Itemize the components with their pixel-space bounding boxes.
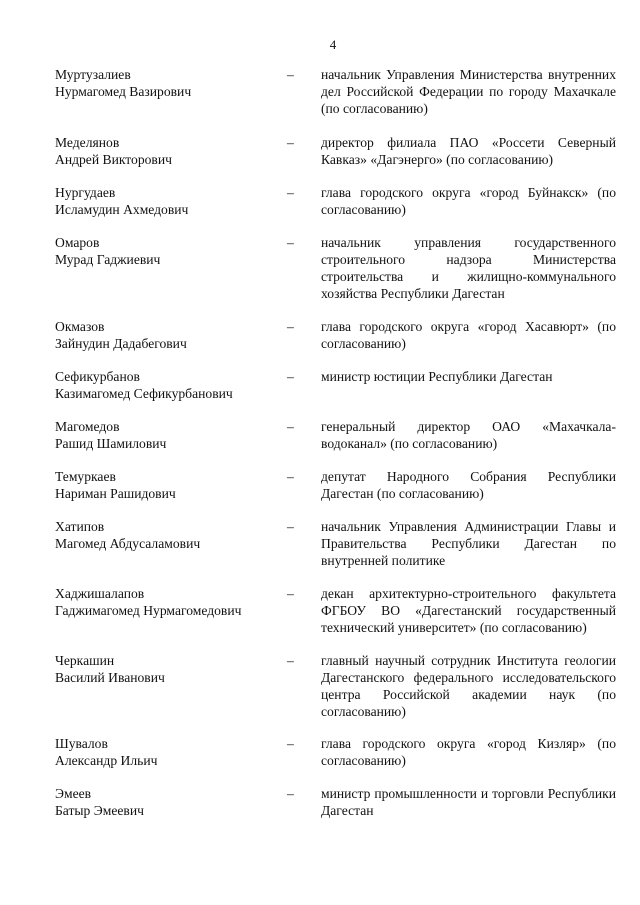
person-role: начальник Управления Министерства внутренних дел Российской Федерации по городу Махачкале (по согласованию) [321, 67, 616, 116]
person-given-name: Рашид Шамилович [55, 436, 167, 451]
person-name [55, 318, 285, 352]
person-name [55, 234, 285, 268]
dash-separator: – [287, 319, 294, 334]
dash-separator: – [287, 235, 294, 250]
person-name [55, 652, 285, 686]
page-number: 4 [329, 37, 337, 52]
person-role: министр юстиции Республики Дагестан [321, 369, 553, 384]
person-given-name: Магомед Абдусаламович [55, 536, 201, 551]
person-given-name: Исламудин Ахмедович [55, 202, 189, 217]
person-given-name: Андрей Викторович [55, 152, 172, 167]
person-role: начальник Управления Администрации Главы и Правительства Республики Дагестан по внутренней политике [321, 519, 616, 568]
person-surname: Хаджишалапов [55, 586, 145, 601]
person-role: глава городского округа «город Кизляр» (по согласованию) [321, 736, 616, 768]
person-surname: Омаров [55, 235, 100, 250]
person-surname: Хатипов [55, 519, 105, 534]
person-surname: Темуркаев [55, 469, 116, 484]
person-role: депутат Народного Собрания Республики Дагестан (по согласованию) [321, 469, 616, 501]
dash-separator: – [287, 653, 294, 668]
person-surname: Сефикурбанов [55, 369, 140, 384]
person-given-name: Мурад Гаджиевич [55, 252, 161, 267]
person-given-name: Василий Иванович [55, 670, 165, 685]
person-name [55, 735, 285, 769]
person-role: генеральный директор ОАО «Махачкала-водоканал» (по согласованию) [321, 419, 616, 451]
person-given-name: Казимагомед Сефикурбанович [55, 386, 233, 401]
person-surname: Эмеев [55, 786, 92, 801]
dash-separator: – [287, 185, 294, 200]
person-surname: Окмазов [55, 319, 105, 334]
dash-separator: – [287, 736, 294, 751]
person-surname: Муртузалиев [55, 67, 131, 82]
dash-separator: – [287, 369, 294, 384]
person-role: глава городского округа «город Хасавюрт» (по согласованию) [321, 319, 616, 351]
person-given-name: Гаджимагомед Нурмагомедович [55, 603, 242, 618]
dash-separator: – [287, 419, 294, 434]
person-name [55, 418, 285, 452]
person-name [55, 785, 285, 819]
person-given-name: Батыр Эмеевич [55, 803, 144, 818]
person-role: начальник управления государственного строительного надзора Министерства строительства и жилищно-коммунального хозяйства Республики Дагестан [321, 235, 616, 301]
dash-separator: – [287, 586, 294, 601]
person-name [55, 368, 285, 402]
person-name [55, 184, 285, 218]
person-given-name: Александр Ильич [55, 753, 158, 768]
person-role: декан архитектурно-строительного факультета ФГБОУ ВО «Дагестанский государственный технический университет» (по согласованию) [321, 586, 616, 635]
dash-separator: – [287, 67, 294, 82]
person-given-name: Нариман Рашидович [55, 486, 176, 501]
person-surname: Нургудаев [55, 185, 116, 200]
person-role: главный научный сотрудник Института геологии Дагестанского федерального исследовательского центра Российской академии наук (по согласованию) [321, 653, 616, 719]
person-surname: Меделянов [55, 135, 120, 150]
dash-separator: – [287, 519, 294, 534]
person-role: глава городского округа «город Буйнакск» (по согласованию) [321, 185, 616, 217]
dash-separator: – [287, 786, 294, 801]
person-role: директор филиала ПАО «Россети Северный Кавказ» «Дагэнерго» (по согласованию) [321, 135, 616, 167]
person-given-name: Зайнудин Дадабегович [55, 336, 187, 351]
person-name [55, 468, 285, 502]
person-surname: Черкашин [55, 653, 115, 668]
dash-separator: – [287, 135, 294, 150]
person-role: министр промышленности и торговли Республики Дагестан [321, 786, 616, 818]
person-given-name: Нурмагомед Вазирович [55, 84, 192, 99]
dash-separator: – [287, 469, 294, 484]
person-name [55, 66, 285, 100]
person-surname: Магомедов [55, 419, 120, 434]
person-surname: Шувалов [55, 736, 108, 751]
person-name [55, 518, 285, 552]
person-name [55, 134, 285, 168]
person-name [55, 585, 285, 619]
